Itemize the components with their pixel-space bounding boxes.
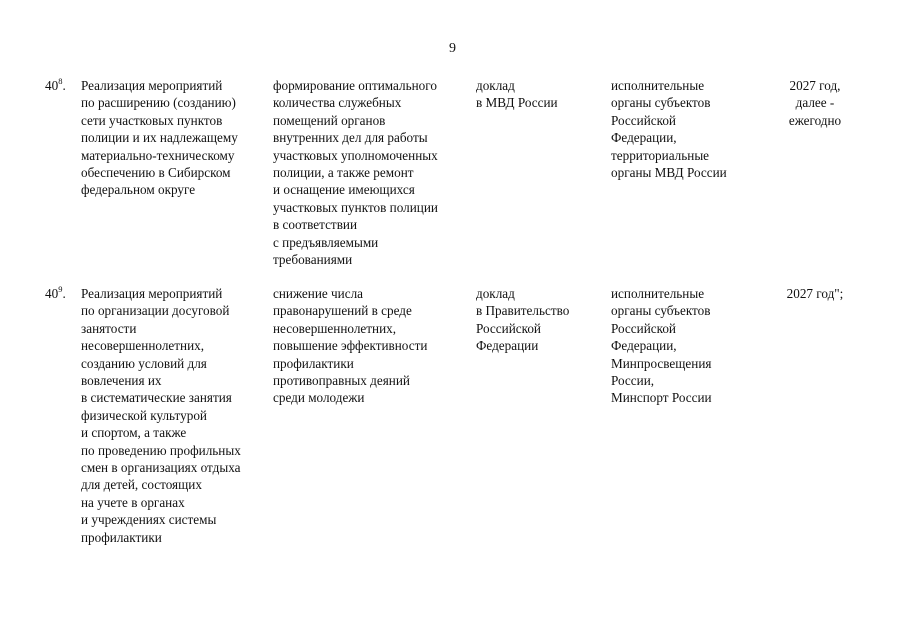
row-number-superscript: 9 — [58, 283, 63, 294]
text-line: снижение числа — [273, 286, 364, 301]
text-line: количества служебных — [273, 95, 402, 111]
text-line: участковых пунктов полиции — [273, 199, 438, 215]
row-number-suffix: . — [62, 78, 66, 93]
text-line: формирование оптимального — [273, 78, 437, 93]
text-line: участковых уполномоченных — [273, 147, 438, 163]
text-line: в Правительство — [476, 303, 570, 319]
text-line: среди молодежи — [273, 390, 365, 406]
text-line: Минпросвещения — [611, 355, 712, 371]
text-line: Российской — [476, 320, 541, 336]
text-line: исполнительные — [611, 78, 705, 93]
row-number — [45, 285, 66, 302]
text-line: требованиями — [273, 252, 353, 268]
text-line: внутренних дел для работы — [273, 130, 428, 146]
text-line: Реализация мероприятий — [81, 286, 223, 301]
text-line: Реализация мероприятий — [81, 78, 223, 93]
text-line: по расширению (созданию) — [81, 95, 236, 111]
text-line: несовершеннолетних, — [273, 320, 397, 336]
text-line: в систематические занятия — [81, 390, 232, 406]
text-line: помещений органов — [273, 112, 386, 128]
text-line: материально-техническому — [81, 147, 235, 163]
row-number-base: 40 — [45, 286, 59, 301]
term-cell — [760, 77, 870, 129]
event-cell — [81, 285, 241, 546]
document-cell — [476, 285, 569, 355]
row-number-base: 40 — [45, 78, 59, 93]
text-line: Российской — [611, 112, 676, 128]
text-line: Федерации, — [611, 338, 677, 354]
text-line: на учете в органах — [81, 494, 185, 510]
text-line: по проведению профильных — [81, 442, 241, 458]
text-line: полиции и их надлежащему — [81, 130, 238, 146]
text-line: правонарушений в среде — [273, 303, 412, 319]
row-number-superscript: 8 — [58, 75, 63, 86]
text-line: территориальные — [611, 147, 710, 163]
text-line: физической культурой — [81, 407, 207, 423]
text-line: вовлечения их — [81, 373, 162, 389]
text-line: с предъявляемыми — [273, 234, 379, 250]
event-cell — [81, 77, 238, 199]
text-line: и спортом, а также — [81, 425, 187, 441]
text-line: сети участковых пунктов — [81, 112, 223, 128]
text-line: профилактики — [81, 529, 162, 545]
text-line: противоправных деяний — [273, 373, 410, 389]
text-line: и учреждениях системы — [81, 512, 217, 528]
text-line: повышение эффективности — [273, 338, 428, 354]
text-line: смен в организациях отдыха — [81, 460, 241, 476]
text-line: занятости — [81, 320, 137, 336]
goal-cell — [273, 285, 427, 407]
document-cell — [476, 77, 558, 112]
text-line: и оснащение имеющихся — [273, 182, 415, 198]
text-line: Федерации — [476, 338, 539, 354]
text-line: Российской — [611, 320, 676, 336]
responsible-cell — [611, 77, 727, 181]
text-line: России, — [611, 373, 655, 389]
text-line: 2027 год"; — [786, 286, 844, 301]
text-line: федеральном округе — [81, 182, 196, 198]
text-line: профилактики — [273, 355, 354, 371]
row-number-suffix: . — [62, 286, 66, 301]
text-line: несовершеннолетних, — [81, 338, 205, 354]
text-line: в соответствии — [273, 217, 358, 233]
page-number: 9 — [449, 41, 456, 56]
text-line: созданию условий для — [81, 355, 207, 371]
term-cell — [760, 285, 870, 302]
text-line: Федерации, — [611, 130, 677, 146]
text-line: 2027 год, — [789, 78, 841, 93]
row-number — [45, 77, 66, 94]
text-line: доклад — [476, 78, 515, 93]
text-line: органы МВД России — [611, 165, 727, 181]
text-line: исполнительные — [611, 286, 705, 301]
goal-cell — [273, 77, 438, 268]
responsible-cell — [611, 285, 712, 407]
text-line: обеспечению в Сибирском — [81, 165, 231, 181]
text-line: Минспорт России — [611, 390, 712, 406]
text-line: доклад — [476, 286, 515, 301]
text-line: органы субъектов — [611, 95, 711, 111]
text-line: органы субъектов — [611, 303, 711, 319]
text-line: полиции, а также ремонт — [273, 165, 414, 181]
text-line: по организации досуговой — [81, 303, 230, 319]
text-line: для детей, состоящих — [81, 477, 202, 493]
text-line: далее - — [795, 95, 835, 111]
text-line: ежегодно — [788, 112, 842, 128]
text-line: в МВД России — [476, 95, 558, 111]
